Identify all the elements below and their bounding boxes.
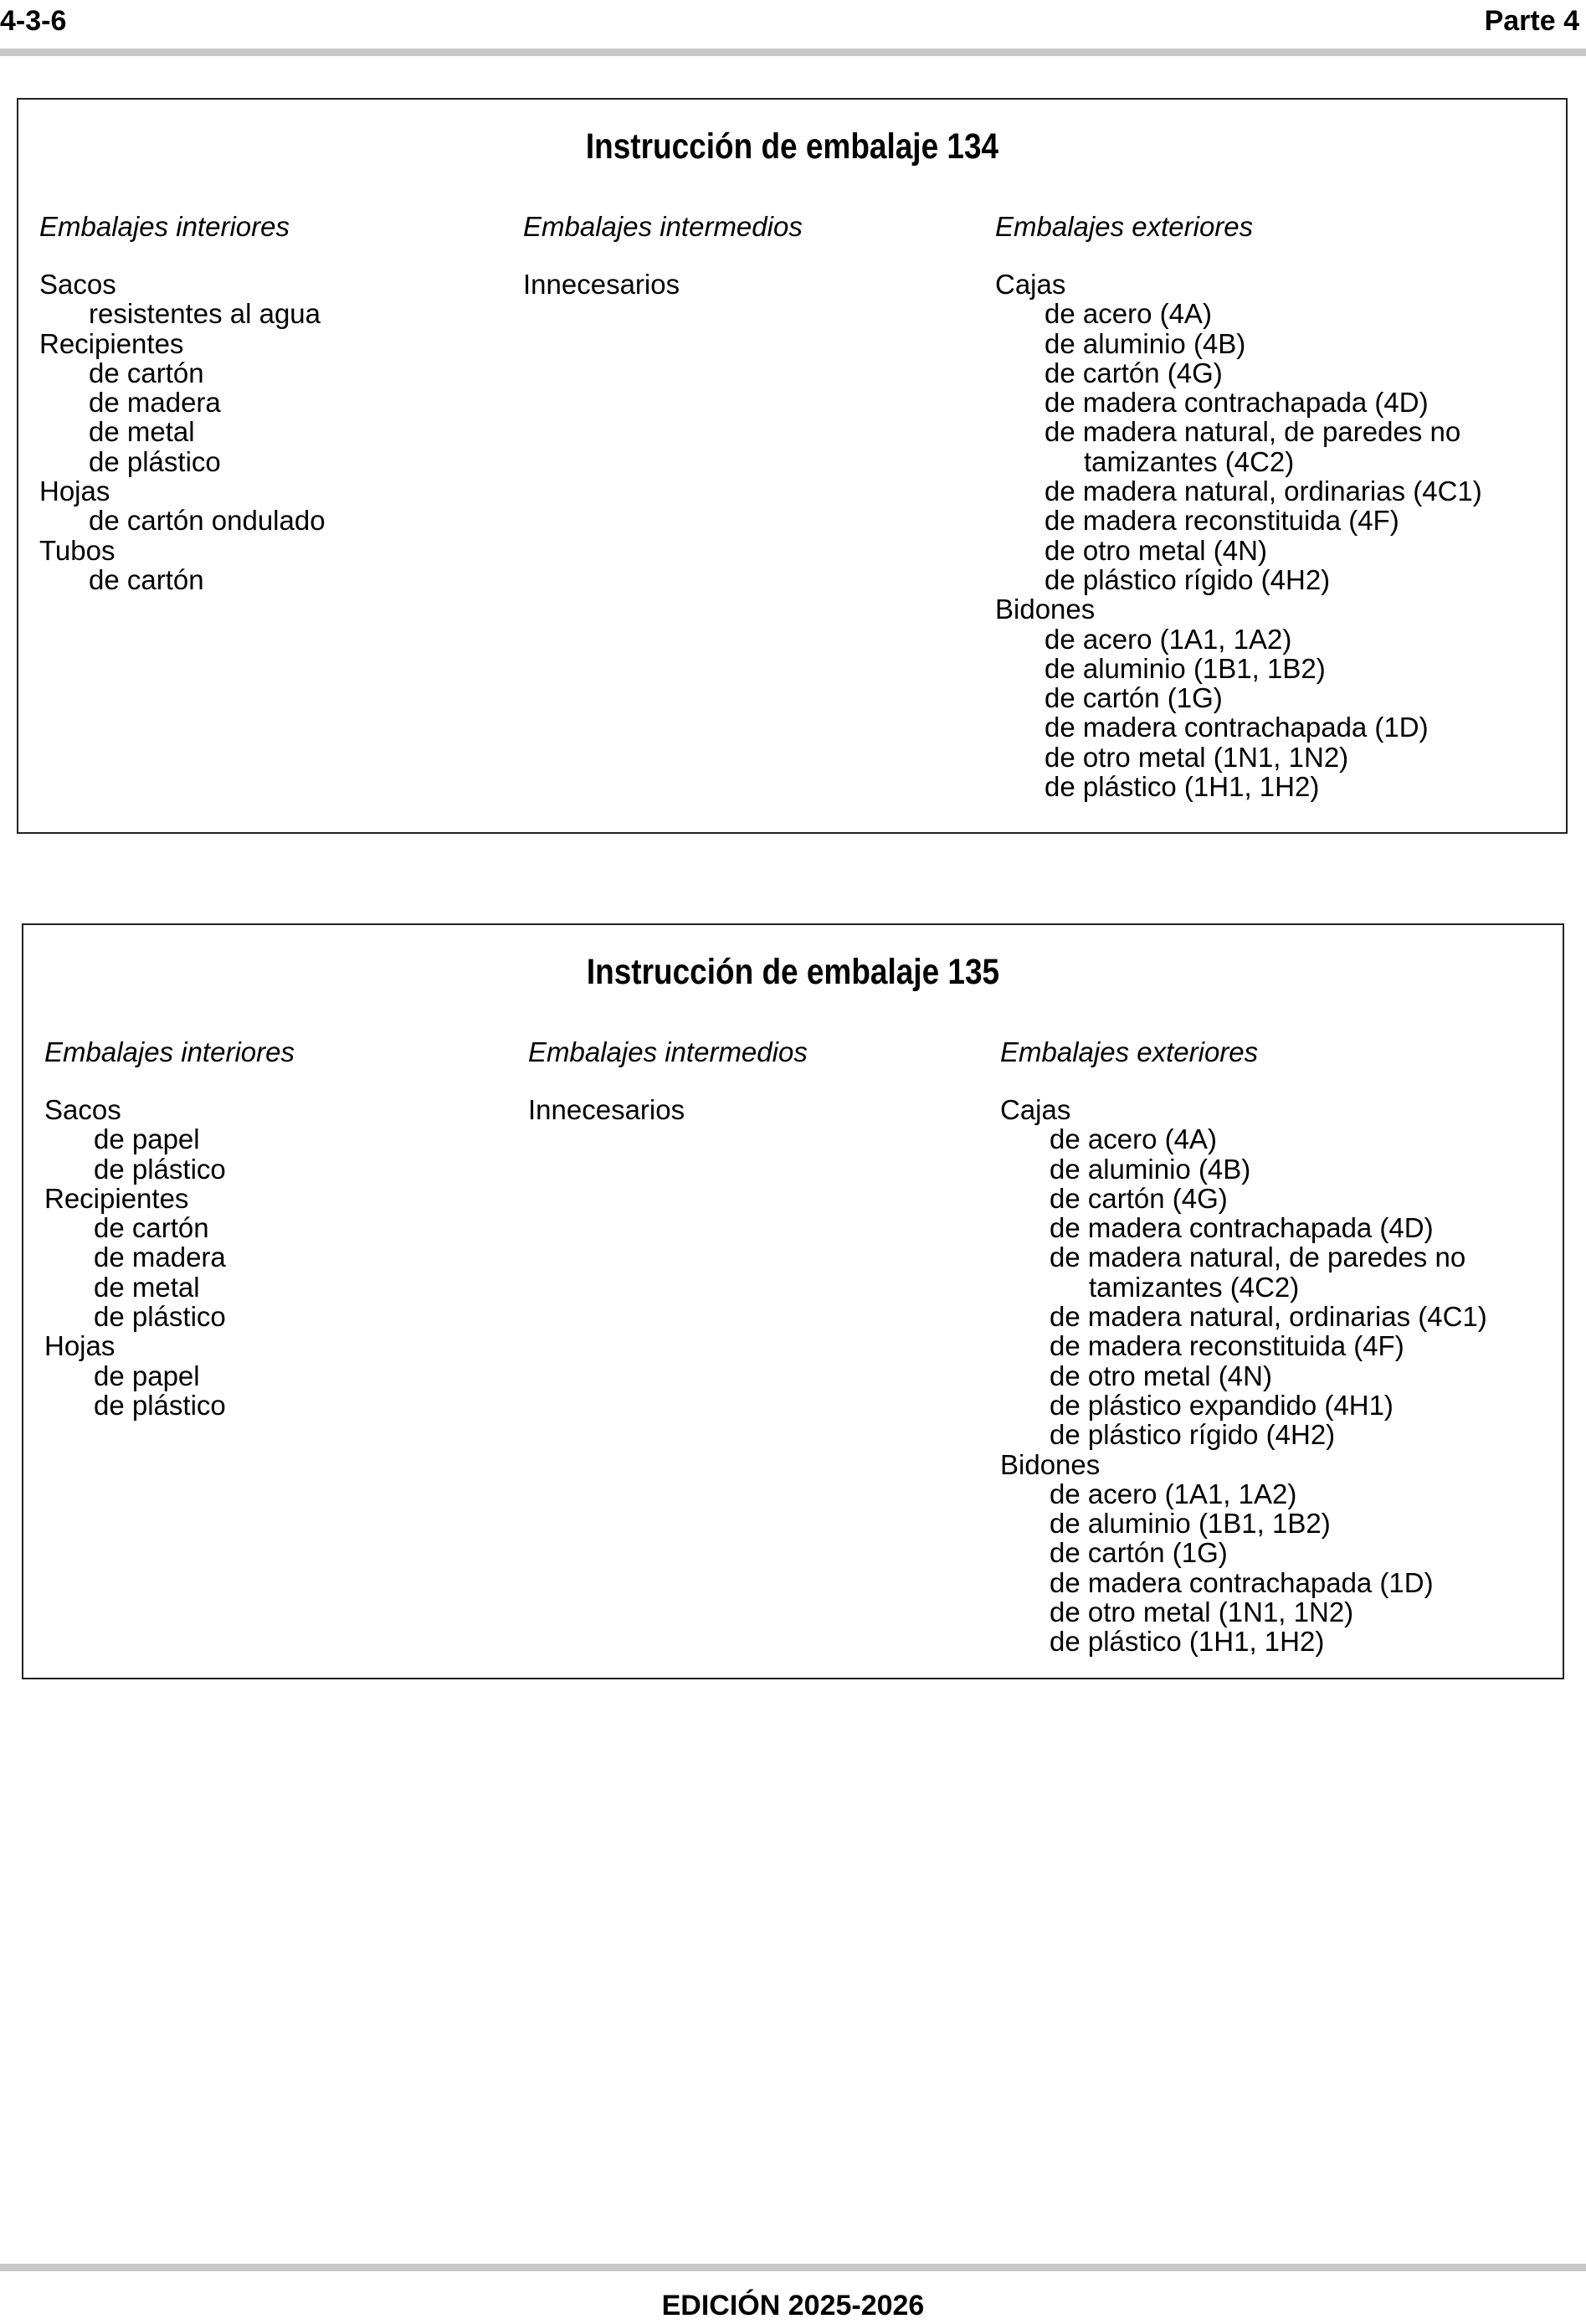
list-item: de madera natural, de paredes no: [1050, 1242, 1466, 1273]
instruction-title: Instrucción de embalaje 135: [586, 952, 1000, 992]
list-item: de otro metal (1N1, 1N2): [1050, 1596, 1354, 1628]
list-item: de madera contrachapada (4D): [1045, 387, 1429, 419]
col-header-inner: Embalajes interiores: [44, 1036, 295, 1067]
list-item: resistentes al agua: [89, 298, 321, 330]
list-item: de otro metal (1N1, 1N2): [1045, 741, 1349, 773]
list-item: de cartón ondulado: [89, 505, 326, 537]
list-item: de aluminio (1B1, 1B2): [1045, 652, 1326, 684]
list-item: de plástico: [94, 1389, 226, 1421]
list-category: Cajas: [995, 269, 1066, 300]
list-item: de plástico: [94, 1153, 226, 1185]
list-item: de plástico: [89, 445, 221, 477]
list-category: Recipientes: [44, 1182, 189, 1214]
list-item: de cartón: [89, 357, 204, 388]
header-rule: [0, 49, 1586, 56]
list-item: de plástico: [94, 1301, 226, 1333]
list-item: de madera: [94, 1242, 226, 1273]
col-header-intermediate: Embalajes intermedios: [528, 1036, 808, 1067]
intermediate-packagings-list: [523, 270, 680, 299]
list-item: de madera reconstituida (4F): [1050, 1330, 1404, 1362]
list-category: Sacos: [39, 269, 116, 300]
list-item: de papel: [94, 1360, 200, 1391]
list-item: de cartón: [94, 1212, 209, 1244]
footer-rule: [0, 2264, 1586, 2271]
list-item: de acero (1A1, 1A2): [1050, 1478, 1297, 1509]
list-item: de aluminio (4B): [1050, 1153, 1251, 1185]
col-header-outer: Embalajes exteriores: [995, 211, 1254, 242]
list-category: Innecesarios: [528, 1094, 685, 1125]
list-item: de acero (4A): [1045, 298, 1212, 330]
list-item: de madera contrachapada (4D): [1050, 1212, 1434, 1244]
list-item: de papel: [94, 1123, 200, 1155]
list-item: de cartón (4G): [1045, 357, 1223, 388]
list-item: tamizantes (4C2): [1089, 1271, 1300, 1303]
list-item: de acero (4A): [1050, 1123, 1217, 1155]
list-item: de otro metal (4N): [1050, 1360, 1272, 1391]
list-category: Bidones: [995, 594, 1096, 625]
list-category: Recipientes: [39, 327, 184, 359]
list-item: de plástico rígido (4H2): [1050, 1419, 1336, 1451]
list-item: de cartón (1G): [1050, 1537, 1228, 1569]
col-header-outer: Embalajes exteriores: [1000, 1036, 1259, 1067]
col-header-inner: Embalajes interiores: [39, 211, 290, 242]
intermediate-packagings-list: [528, 1095, 685, 1124]
inner-packagings-list: [44, 1095, 226, 1420]
list-item: de metal: [89, 416, 195, 448]
list-item: de madera natural, ordinarias (4C1): [1045, 476, 1482, 507]
list-category: Sacos: [44, 1094, 121, 1125]
list-item: de metal: [94, 1271, 200, 1303]
list-item: de plástico rígido (4H2): [1045, 563, 1331, 595]
list-item: de cartón (4G): [1050, 1182, 1228, 1214]
list-item: de madera reconstituida (4F): [1045, 505, 1399, 537]
list-item: tamizantes (4C2): [1084, 445, 1295, 477]
list-item: de cartón: [89, 563, 204, 595]
list-category: Cajas: [1000, 1094, 1071, 1125]
col-header-intermediate: Embalajes intermedios: [523, 211, 803, 242]
list-item: de aluminio (4B): [1045, 327, 1246, 359]
list-item: de madera: [89, 387, 221, 419]
list-category: Bidones: [1000, 1448, 1101, 1480]
list-item: de madera natural, de paredes no: [1045, 416, 1461, 448]
page-header-section: 4-3-6: [0, 5, 67, 37]
list-item: de aluminio (1B1, 1B2): [1050, 1508, 1331, 1540]
list-category: Hojas: [44, 1330, 115, 1362]
list-item: de plástico expandido (4H1): [1050, 1389, 1394, 1421]
list-category: Hojas: [39, 476, 110, 507]
list-item: de cartón (1G): [1045, 682, 1223, 714]
page-header-part: Parte 4: [1484, 5, 1579, 37]
list-item: de plástico (1H1, 1H2): [1045, 771, 1320, 803]
packing-instruction-134: [17, 98, 1568, 834]
list-category: Innecesarios: [523, 269, 680, 300]
outer-packagings-list: [995, 270, 1482, 801]
instruction-title: Instrucción de embalaje 134: [585, 126, 999, 167]
list-item: de otro metal (4N): [1045, 534, 1267, 566]
list-category: Tubos: [39, 534, 115, 566]
list-item: de madera natural, ordinarias (4C1): [1050, 1301, 1487, 1333]
packing-instruction-135: [22, 923, 1564, 1679]
outer-packagings-list: [1000, 1095, 1487, 1657]
footer-edition: EDICIÓN 2025-2026: [661, 2290, 925, 2321]
list-item: de acero (1A1, 1A2): [1045, 623, 1292, 655]
list-item: de plástico (1H1, 1H2): [1050, 1626, 1325, 1658]
list-item: de madera contrachapada (1D): [1045, 712, 1429, 743]
list-item: de madera contrachapada (1D): [1050, 1566, 1434, 1598]
inner-packagings-list: [39, 270, 326, 594]
